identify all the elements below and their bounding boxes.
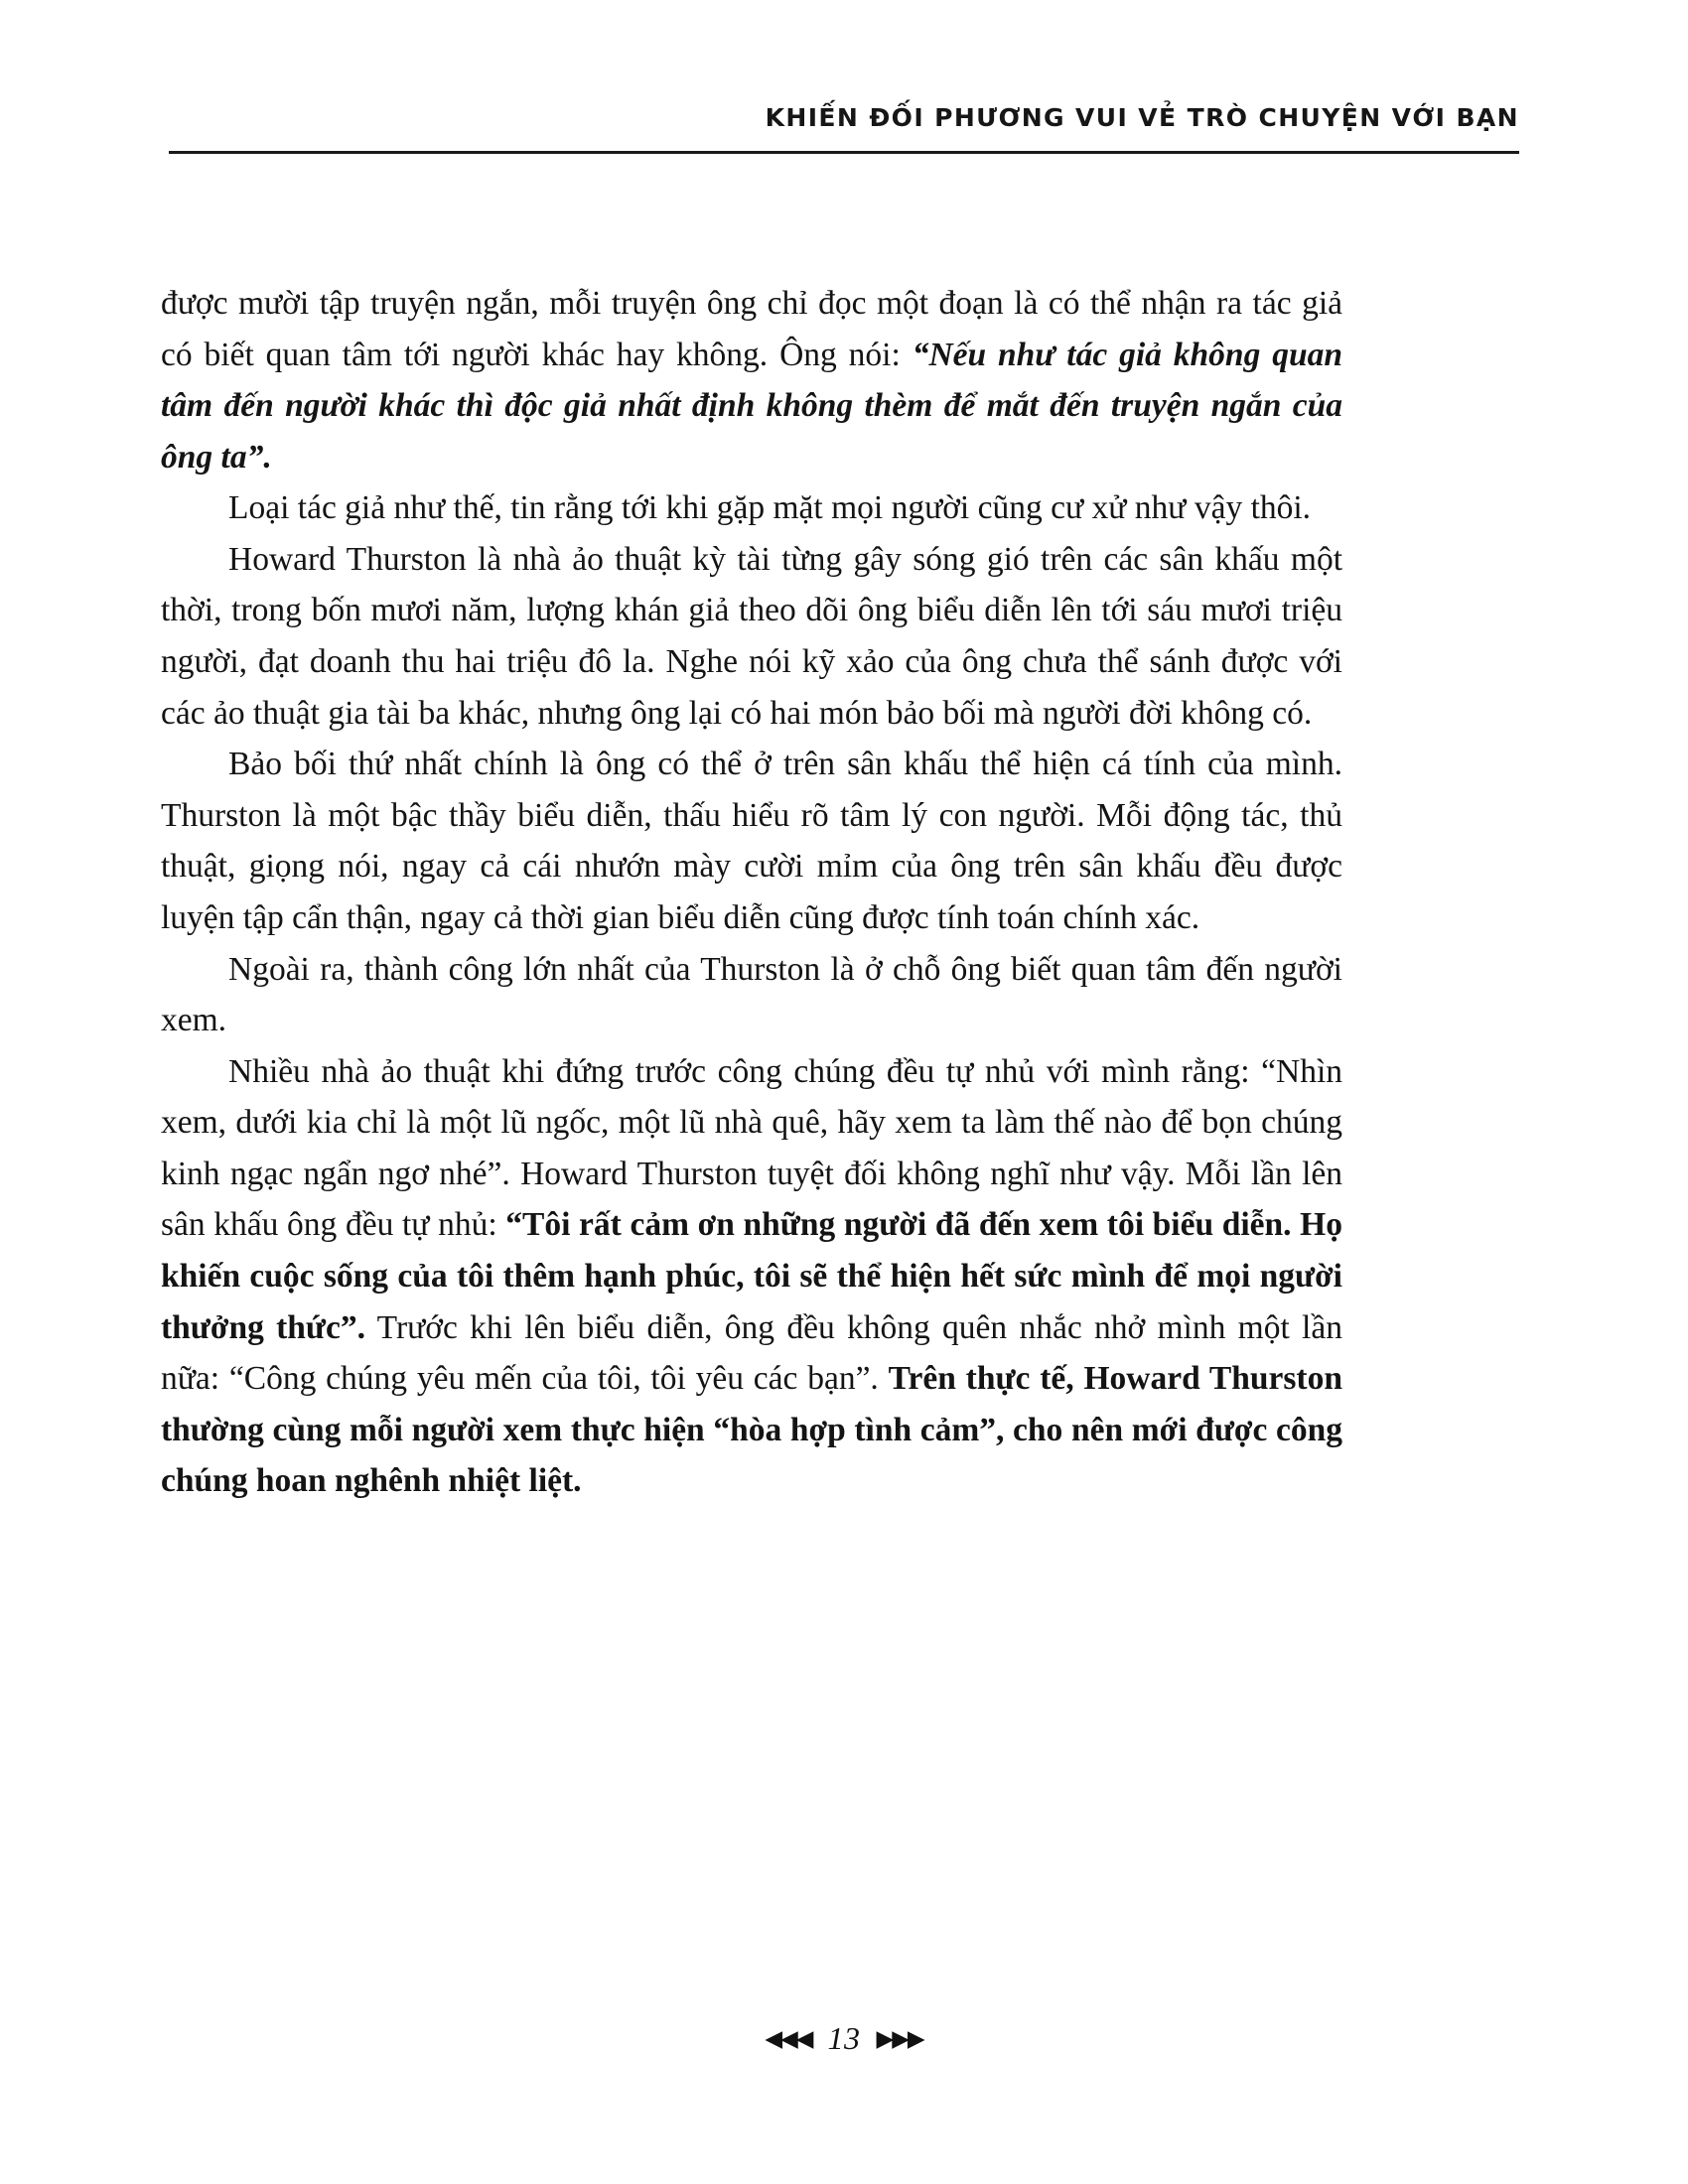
paragraph-6-bold-quote-2: Trên thực tế, Howard Thurston thường cùng mỗi người xem thực hiện “hòa hợp tình cảm”, cho nên mới được công chúng hoan nghênh nhiệt liệt. — [161, 1360, 1342, 1500]
paragraph-3: Howard Thurston là nhà ảo thuật kỳ tài từng gây sóng gió trên các sân khấu một thời, trong bốn mươi năm, lượng khán giả theo dõi ông biểu diễn lên tới sáu mươi triệu người, đạt doanh thu hai triệu đô la. Nghe nói kỹ xảo của ông chưa thể sánh được với các ảo thuật gia tài ba khác, nhưng ông lại có hai món bảo bối mà người đời không có. — [161, 540, 1342, 732]
page-body — [161, 278, 1342, 1507]
folio-left-arrows-icon: ◀◀◀ — [765, 2026, 812, 2051]
page-footer — [0, 2020, 1688, 2057]
paragraph-1 — [161, 278, 1342, 482]
paragraph-4: Bảo bối thứ nhất chính là ông có thể ở trên sân khấu thể hiện cá tính của mình. Thurston là một bậc thầy biểu diễn, thấu hiểu rõ tâm lý con người. Mỗi động tác, thủ thuật, giọng nói, ngay cả cái nhướn mày cười mỉm của ông trên sân khấu đều được luyện tập cẩn thận, ngay cả thời gian biểu diễn cũng được tính toán chính xác. — [161, 746, 1342, 936]
paragraph-6-text-a: Nhiều nhà ảo thuật khi đứng trước công chúng đều tự nhủ với mình rằng: “Nhìn xem, dưới kia chỉ là một lũ ngốc, một lũ nhà quê, hãy xem ta làm thế nào để bọn chúng kinh ngạc ngẩn ngơ nhé”. Howard Thurston tuyệt đối không nghĩ như vậy. Mỗi lần lên sân khấu ông đều tự nhủ: — [161, 1052, 1342, 1244]
paragraph-6 — [161, 1046, 1342, 1507]
folio-right-arrows-icon: ▶▶▶ — [876, 2026, 923, 2051]
paragraph-2: Loại tác giả như thế, tin rằng tới khi gặp mặt mọi người cũng cư xử như vậy thôi. — [228, 489, 1312, 527]
paragraph-1-text: được mười tập truyện ngắn, mỗi truyện ông chỉ đọc một đoạn là có thể nhận ra tác giả có biết quan tâm tới người khác hay không. Ông nói: — [161, 285, 1342, 373]
page-number: 13 — [827, 2020, 861, 2056]
paragraph-5: Ngoài ra, thành công lớn nhất của Thurston là ở chỗ ông biết quan tâm đến người xem. — [161, 950, 1342, 1039]
running-head: KHIẾN ĐỐI PHƯƠNG VUI VẺ TRÒ CHUYỆN VỚI BẠN — [765, 103, 1519, 132]
header-divider — [169, 151, 1519, 154]
paragraph-1-quote: “Nếu như tác giả không quan tâm đến người khác thì độc giả nhất định không thèm để mắt đến truyện ngắn của ông ta”. — [161, 336, 1342, 476]
paragraph-6-text-b: Trước khi lên biểu diễn, ông đều không quên nhắc nhở mình một lần nữa: “Công chúng yêu mến của tôi, tôi yêu các bạn”. — [161, 1308, 1342, 1398]
paragraph-6-bold-quote-1: “Tôi rất cảm ơn những người đã đến xem tôi biểu diễn. Họ khiến cuộc sống của tôi thêm hạnh phúc, tôi sẽ thể hiện hết sức mình để mọi người thưởng thức”. — [161, 1206, 1342, 1346]
